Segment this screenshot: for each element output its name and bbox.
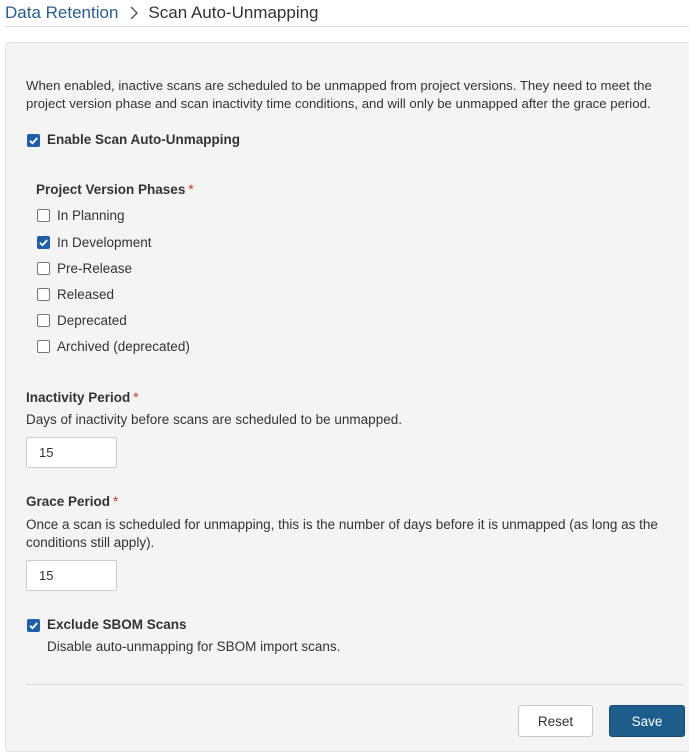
phase-deprecated-checkbox[interactable]: [37, 314, 50, 327]
feature-description: When enabled, inactive scans are scheduled to be unmapped from project versions. They need to meet the project version phase and scan inactivity time conditions, and will only be unmapped after the grace period.: [26, 78, 652, 111]
phases-title-text: Project Version Phases: [36, 182, 186, 197]
grace-period-title-text: Grace Period: [26, 494, 111, 509]
phase-in-development-checkbox[interactable]: [37, 236, 50, 249]
grace-period-help: Once a scan is scheduled for unmapping, this is the number of days before it is unmapped (as long as the conditions still apply).: [26, 517, 658, 550]
phases-title: [36, 182, 194, 197]
reset-button[interactable]: Reset: [518, 705, 593, 737]
enable-auto-unmapping-label: Enable Scan Auto-Unmapping: [47, 132, 241, 147]
inactivity-period-title-text: Inactivity Period: [26, 390, 131, 405]
phase-released-checkbox[interactable]: [37, 288, 50, 301]
required-marker: *: [133, 390, 139, 405]
required-marker: *: [188, 182, 194, 197]
settings-panel: [5, 42, 689, 752]
grace-period-input[interactable]: 15: [26, 560, 117, 591]
phase-in-planning-label: In Planning: [57, 208, 125, 223]
phase-released-label: Released: [57, 287, 115, 302]
page-title: Scan Auto-Unmapping: [148, 3, 319, 22]
phase-pre-release-checkbox[interactable]: [37, 262, 50, 275]
grace-period-title: [26, 494, 118, 509]
enable-auto-unmapping-checkbox[interactable]: [27, 134, 40, 147]
checkmark-icon: [28, 135, 39, 146]
inactivity-period-help: Days of inactivity before scans are scheduled to be unmapped.: [26, 412, 402, 427]
breadcrumb-link-data-retention[interactable]: Data Retention: [5, 3, 119, 22]
phase-archived-checkbox[interactable]: [37, 340, 50, 353]
inactivity-period-input[interactable]: 15: [26, 437, 117, 468]
save-button[interactable]: Save: [609, 705, 685, 737]
exclude-sbom-label: Exclude SBOM Scans: [47, 617, 187, 632]
footer-divider: [26, 684, 684, 685]
chevron-right-icon: [126, 5, 142, 21]
breadcrumb: [5, 0, 689, 27]
inactivity-period-title: [26, 390, 139, 405]
checkmark-icon: [28, 620, 39, 631]
exclude-sbom-checkbox[interactable]: [27, 619, 40, 632]
phase-in-development-label: In Development: [57, 235, 152, 250]
checkmark-icon: [38, 237, 49, 248]
phase-pre-release-label: Pre-Release: [57, 261, 133, 276]
phase-in-planning-checkbox[interactable]: [37, 209, 50, 222]
phase-archived-label: Archived (deprecated): [57, 339, 190, 354]
required-marker: *: [113, 494, 119, 509]
phase-deprecated-label: Deprecated: [57, 313, 127, 328]
exclude-sbom-help: Disable auto-unmapping for SBOM import scans.: [47, 639, 341, 654]
